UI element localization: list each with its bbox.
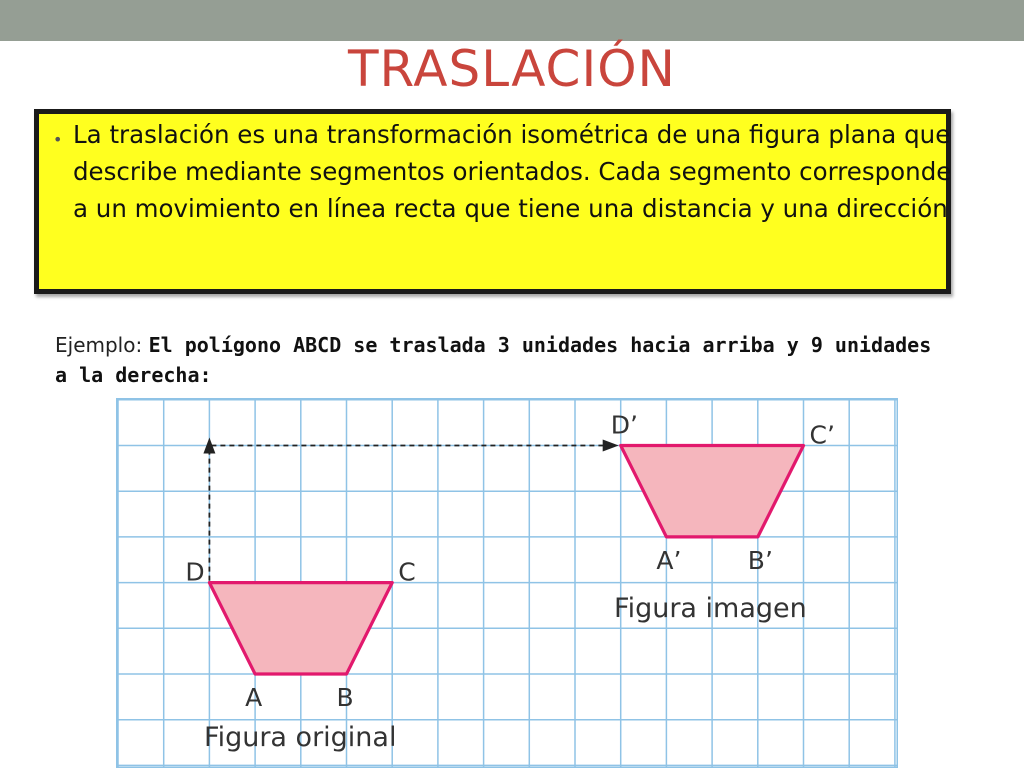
image-polygon <box>621 446 804 537</box>
definition-text: La traslación es una transformación isométrica de una figura plana que describe mediante segmentos orientados. Cada segmento corresponde a un movimiento en línea recta que tiene una distancia y una dirección <box>73 120 952 223</box>
vertex-label-B-prime: B’ <box>747 545 773 575</box>
vertex-label-A-prime: A’ <box>656 545 682 575</box>
definition-box <box>34 109 951 294</box>
slide-title: TRASLACIÓN <box>348 40 676 98</box>
figure-image-label: Figura imagen <box>614 593 807 624</box>
horizontal-arrow-head <box>603 440 619 452</box>
vertex-label-C-prime: C’ <box>809 420 835 450</box>
vertex-label-D: D <box>185 557 205 587</box>
vertex-label-B: B <box>336 683 354 712</box>
translation-diagram <box>116 398 898 768</box>
example-statement: El polígono ABCD se traslada 3 unidades hacia arriba y 9 unidades a la derecha: <box>55 333 932 387</box>
example-text <box>55 330 955 390</box>
bullet: • <box>53 130 63 149</box>
original-polygon <box>209 583 392 674</box>
top-bar <box>0 0 1024 41</box>
shapes <box>209 446 803 675</box>
vertex-label-D-prime: D’ <box>610 410 638 440</box>
example-label: Ejemplo: <box>55 333 149 357</box>
vertex-label-A: A <box>245 683 263 712</box>
vertex-label-C: C <box>398 557 416 587</box>
figure-original-label: Figura original <box>204 722 397 753</box>
